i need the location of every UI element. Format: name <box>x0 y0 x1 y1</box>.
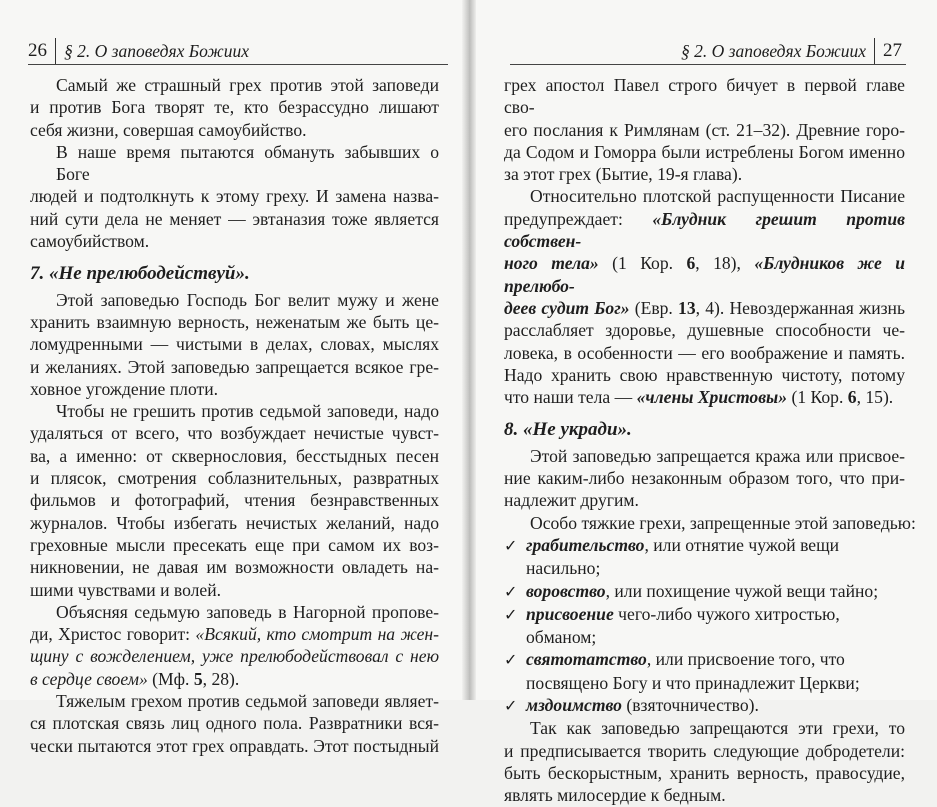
list-item <box>504 580 905 603</box>
check-icon: ✓ <box>504 535 518 555</box>
text-line: хранить взаимную верность, неженатым же быть це- <box>30 311 439 332</box>
section-title-left: § 2. О заповедях Божиих <box>64 40 249 61</box>
text-line: и предписывается творить следующие добродетели: <box>504 740 905 761</box>
paragraph <box>504 512 916 534</box>
text-line: Самый же страшный грех против этой заповеди <box>56 75 439 95</box>
text-line: В наше время пытаются обмануть забывших о Боге <box>56 141 439 185</box>
book-gutter <box>462 0 476 700</box>
text-line: Надо хранить свою нравственную чистоту, потому <box>504 364 905 385</box>
text-line: Чтобы не грешить против седьмой заповеди, надо <box>56 401 439 422</box>
text-line <box>504 252 905 297</box>
text-line <box>504 603 905 626</box>
quote-text: «Блудников же и прелюбо- <box>504 253 905 296</box>
text-line: быть бескорыстным, хранить верность, правосудие, <box>504 762 905 783</box>
text-run: , 15). <box>856 387 894 408</box>
text-line: ний сути дела не меняет — эвтаназия тоже является <box>30 208 439 229</box>
text-line: Так как заповедью запрещаются эти грехи, то <box>530 718 905 739</box>
paragraph <box>30 400 439 601</box>
paragraph <box>30 601 439 690</box>
commandment-7-heading: 7. «Не прелюбодействуй». <box>30 263 250 285</box>
list-item <box>504 694 905 717</box>
quote-text: щину с вожделением, уже прелюбодействовал с нею <box>30 646 439 667</box>
paragraph <box>30 690 439 757</box>
right-body-text <box>504 74 916 807</box>
quote-text: ного тела» <box>504 253 599 274</box>
list-term: мздоимство <box>526 695 622 716</box>
text-line: людей и подтолкнуть к этому греху. И замена назва- <box>30 186 439 207</box>
text-line: насильно; <box>526 558 601 579</box>
text-line: фильмов и фотографий, чтения безнравственных <box>30 490 439 511</box>
text-line: Этой заповедью запрещается кража или присвое- <box>530 445 905 466</box>
paragraph <box>30 141 439 252</box>
list-term: воровство <box>526 580 606 601</box>
text-line: шими чувствами и волей. <box>30 579 222 600</box>
paragraph <box>504 445 905 512</box>
text-line <box>504 694 905 717</box>
text-run: ди, Христос говорит: <box>30 624 196 645</box>
text-line: греховные мысли пресекать еще при самом их воз- <box>30 534 439 555</box>
text-line: Этой заповедью Господь Бог велит мужу и жене <box>56 289 439 310</box>
text-line: ломудренными — чистыми в делах, словах, мыслях <box>30 334 439 355</box>
list-item <box>504 648 905 694</box>
paragraph <box>504 717 905 806</box>
text-line: журналов. Чтобы избегать нечистых желаний, надо <box>30 512 439 533</box>
paragraph <box>504 74 905 185</box>
commandment-8-heading: 8. «Не укради». <box>504 419 632 441</box>
chapter-number: 6 <box>847 387 857 408</box>
check-icon: ✓ <box>504 650 518 670</box>
paragraph <box>504 185 905 408</box>
text-line: самоубийством. <box>30 231 150 252</box>
header-divider <box>874 38 875 64</box>
chapter-number: 5 <box>193 668 203 689</box>
quote-text: «Блудник грешит против собствен- <box>504 208 905 252</box>
list-item <box>504 534 905 580</box>
text-line: Особо тяжкие грехи, запрещенные этой заповедью: <box>530 512 916 533</box>
text-line <box>504 386 905 408</box>
text-line: обманом; <box>526 627 597 648</box>
left-body-text <box>30 74 439 757</box>
header-rule-left <box>28 64 448 65</box>
text-line <box>504 648 905 671</box>
text-run: (1 Кор. <box>598 253 687 274</box>
text-line <box>504 534 905 557</box>
left-page <box>0 0 462 756</box>
text-run: что наши тела — <box>504 387 637 408</box>
header-divider <box>55 38 56 64</box>
text-line: да Содом и Гоморра были истреблены Богом именно <box>504 141 905 162</box>
text-run: (Евр. <box>629 297 679 318</box>
text-run: (1 Кор. <box>787 387 848 408</box>
text-run: , или похищение чужой вещи тайно; <box>605 580 879 601</box>
check-icon: ✓ <box>504 604 518 624</box>
header-rule-right <box>510 64 906 65</box>
text-line: посвящено Богу и что принадлежит Церкви; <box>526 672 860 693</box>
text-line: являть милосердие к бедным. <box>504 785 726 806</box>
page-number-left: 26 <box>28 40 47 61</box>
sin-list <box>504 534 905 717</box>
text-run: , 18), <box>695 253 755 274</box>
text-line: удаляться от всего, что возбуждает нечистые чувст- <box>30 423 439 444</box>
check-icon: ✓ <box>504 581 518 601</box>
text-line: ние каким-либо незаконным образом того, что при- <box>504 468 905 489</box>
quote-text: «Всякий, кто смотрит на жен- <box>195 624 439 645</box>
chapter-number: 6 <box>686 253 696 274</box>
text-line: ва, а именно: от сквернословия, бесстыдных песен <box>30 445 439 466</box>
text-line: никновении, не давая им возможности овладеть на- <box>30 557 439 578</box>
list-term: грабительство <box>526 534 645 555</box>
list-term: присвоение <box>526 603 614 624</box>
quote-text: деев судит Бог» <box>504 297 630 318</box>
text-run: (Мф. <box>147 668 194 689</box>
text-line: Тяжелым грехом против седьмой заповеди являет- <box>56 691 439 712</box>
chapter-number: 13 <box>678 297 696 318</box>
text-line: чески пытаются этот грех оправдать. Этот постыдный <box>30 735 439 756</box>
text-line <box>504 208 905 253</box>
text-line: надлежит другим. <box>504 490 639 511</box>
paragraph <box>30 289 439 400</box>
text-run: предупреждает: <box>504 208 653 229</box>
text-line: себя жизни, совершая самоубийство. <box>30 119 307 140</box>
text-run: , 4). Невоздержанная жизнь <box>695 297 905 318</box>
text-line <box>30 623 439 645</box>
text-line <box>30 668 439 690</box>
text-line: его послания к Римлянам (ст. 21–32). Древние горо- <box>504 119 905 140</box>
quote-text: «члены Христовы» <box>636 387 788 408</box>
text-line: ховное угождение плоти. <box>30 378 219 399</box>
text-run: (взяточничество). <box>621 695 759 716</box>
text-line: ся плотская связь лиц одного пола. Развратники вся- <box>30 713 439 734</box>
text-line: и плясок, смотрения соблазнительных, развратных <box>30 468 439 489</box>
text-line: грех апостол Павел строго бичует в первой главе сво- <box>504 75 905 118</box>
section-title-right: § 2. О заповедях Божиих <box>681 40 866 61</box>
text-line: Объясняя седьмую заповедь в Нагорной пропове- <box>56 601 439 622</box>
text-line: и против Бога творят те, кто безрассудно лишают <box>30 97 439 118</box>
text-run: , или присвоение того, что <box>646 649 845 670</box>
page-header-right <box>681 38 902 64</box>
list-item <box>504 603 905 649</box>
text-line: Относительно плотской распущенности Писание <box>530 186 905 207</box>
text-run: , или отнятие чужой вещи <box>644 534 840 555</box>
right-page <box>476 0 937 806</box>
text-run: чего-либо чужого хитростью, <box>613 603 840 624</box>
page-number-right: 27 <box>883 40 902 61</box>
text-line: и желаниях. Этой заповедью запрещается всякое гре- <box>30 356 439 377</box>
check-icon: ✓ <box>504 696 518 716</box>
quote-text: в сердце своем» <box>30 668 148 689</box>
paragraph <box>30 74 439 141</box>
list-term: святотатство <box>526 649 647 670</box>
text-line: ловека, в особенности — его воображение и память. <box>504 342 905 363</box>
page-header-left <box>28 38 249 64</box>
text-run: , 28). <box>202 668 240 689</box>
text-line <box>504 297 905 319</box>
text-line: за этот грех (Бытие, 19-я глава). <box>504 164 743 185</box>
text-line: расслабляет здоровье, душевные способности че- <box>504 320 905 341</box>
text-line <box>504 580 905 603</box>
